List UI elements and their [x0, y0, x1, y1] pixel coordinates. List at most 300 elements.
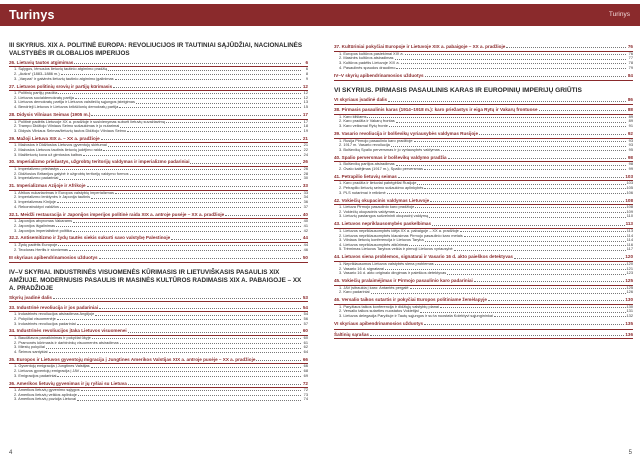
- toc-page-number: 66: [303, 363, 308, 369]
- toc-page-number: 37: [303, 203, 308, 209]
- toc-subentry[interactable]: [334, 314, 633, 319]
- toc-section-entry[interactable]: [334, 332, 633, 338]
- dot-leader: [57, 202, 301, 203]
- toc-subentry[interactable]: [9, 350, 308, 355]
- toc-entry-title: 3. Lietuvių pastangos sušvelninti okupacinį valdymą: [339, 213, 429, 219]
- toc-page-number: 108: [625, 197, 633, 203]
- toc-page-number: 105: [626, 185, 633, 190]
- toc-entry-title: 1. Nepriklausomos Lietuvos valstybės siena problemas: [339, 260, 434, 266]
- toc-entry-title: 2. Karo pradžia ir Vakarų frontas: [339, 118, 395, 124]
- toc-entry-title: III skyriaus apibendrinamosios užduotys: [9, 254, 98, 260]
- dot-leader: [396, 165, 626, 166]
- toc-entry-title: 1. Lietuva Pirmojo pasaulinio karo pradžioje: [339, 204, 415, 210]
- toc-section-entry[interactable]: [334, 155, 633, 161]
- toc-entry-title: 2. Petrapilio lietuvių seimo sušaukimo aplinkybės: [339, 185, 424, 190]
- dot-leader: [108, 146, 301, 147]
- toc-entry-title: 2. Japonijos išgalinimas: [14, 222, 56, 228]
- toc-page-number: 93: [628, 137, 633, 143]
- toc-entry-title: 2. Imperializmo lenktynės ir Japonija tautinis: [14, 194, 91, 200]
- toc-entry-title: 1. Industrinės revoliucijos atsiradimas Anglijoje: [14, 311, 95, 317]
- toc-section-entry[interactable]: [334, 198, 633, 204]
- toc-section-entry[interactable]: [334, 131, 633, 137]
- dot-leader: [113, 87, 301, 88]
- dot-leader: [128, 384, 301, 385]
- toc-page-number: 40: [302, 211, 308, 217]
- toc-page-number: 17: [303, 118, 308, 124]
- dot-leader: [424, 169, 626, 170]
- toc-page-number: 76: [628, 50, 633, 56]
- toc-subentry[interactable]: [334, 290, 633, 295]
- dot-leader: [115, 79, 301, 80]
- toc-page-number: 54: [302, 304, 308, 310]
- toc-section-entry[interactable]: [334, 97, 633, 103]
- toc-summary-entry[interactable]: [334, 321, 633, 327]
- toc-entry-title: 2. Masinės kultūros atsiradimas: [339, 55, 394, 61]
- toc-page-number: 95: [628, 146, 633, 152]
- toc-page-number: 60: [302, 328, 308, 334]
- toc-subentry[interactable]: [9, 229, 308, 234]
- toc-entry-title: 3. Japonijos imperialistinė politika: [14, 227, 72, 233]
- dot-leader: [130, 174, 301, 175]
- toc-entry-title: 5. Trėmimas Lietuvos Tarybos veikla ir pirmoji Lietuvos vyriausybė: [339, 246, 453, 252]
- toc-entry-title: 1. Mažosios ir Didžiosios Lietuvos gyventojų skirtumai: [14, 142, 107, 148]
- toc-page-number: 73: [303, 391, 308, 397]
- toc-entry-title: 33. Industrinė revoliucija ir jos padariniai: [9, 304, 99, 310]
- toc-section-entry[interactable]: [9, 381, 308, 387]
- toc-entry-title: 42. Vokiečių okupacinis valdymas Lietuvoje: [334, 197, 430, 203]
- dot-leader: [387, 193, 626, 194]
- toc-page-number: 46: [303, 246, 308, 252]
- toc-page-number: 98: [627, 154, 633, 160]
- dot-leader: [78, 395, 301, 396]
- toc-entry-title: 36. Amerikos lietuvių gyvenimas ir jų ryšiai su Lietuva: [9, 380, 127, 386]
- toc-entry-title: 3. Emigracijos padariniai: [14, 372, 57, 378]
- toc-page-number: 103: [625, 173, 633, 179]
- dot-leader: [103, 150, 301, 151]
- dot-leader: [432, 225, 625, 226]
- dot-leader: [81, 390, 301, 391]
- toc-entry-title: 43. Lietuvos nepriklausomybės paskelbimas: [334, 221, 432, 227]
- toc-entry-title: 2. Amerikos lietuvių veiklos aplinkoje: [14, 391, 77, 397]
- toc-entry-title: 1. Japonijos atvyromas Vakarams: [14, 218, 73, 224]
- toc-page-number: 17: [302, 111, 308, 117]
- dot-leader: [479, 134, 626, 135]
- toc-entry-title: 3. Miestų pokyčiai: [14, 344, 45, 350]
- toc-entry-title: Skyrių įvadinė dalis: [9, 294, 52, 300]
- toc-page-number: 42: [303, 227, 308, 233]
- toc-entry-title: 1. Europos kultūros pasiekimai XIX a.: [339, 50, 404, 56]
- toc-page-number: 120: [625, 254, 633, 260]
- dot-leader: [514, 258, 624, 259]
- dot-leader: [225, 215, 301, 216]
- toc-section-entry[interactable]: [334, 107, 633, 113]
- toc-page-number: 30: [303, 175, 308, 181]
- toc-entry-title: 30. Imperializmo priežastys, užgrobtų teritorijų valdymas ir imperializmo padariniai: [9, 159, 190, 165]
- dot-leader: [506, 47, 626, 48]
- toc-page-number: 21: [303, 142, 308, 148]
- toc-page-number: 135: [625, 321, 633, 327]
- toc-entry-title: 39. Vasario revoliucija ir bolševikų vyriausybės valdymas Rusijoje: [334, 130, 479, 136]
- dot-leader: [74, 63, 301, 64]
- page-number: 5: [628, 450, 632, 456]
- toc-page-number: 88: [627, 107, 633, 113]
- toc-entry-title: 2. Karo padariniai: [339, 289, 370, 295]
- section-rule: [334, 104, 633, 105]
- toc-subentry[interactable]: [334, 271, 633, 276]
- toc-page-number: 130: [626, 303, 633, 309]
- toc-entry-title: 1. Politinių partijų pradžia: [14, 90, 58, 96]
- toc-page-number: 33: [302, 183, 308, 189]
- toc-entry-title: VI skyriaus įvadinė dalis: [334, 97, 388, 103]
- toc-entry-title: 32.1. Meidži restauracija ir Japonijos imperijos politinė raida XIX a. antroje pusėje – XX a. pradžioje: [9, 211, 225, 217]
- dot-leader: [435, 264, 626, 265]
- toc-entry-title: 45. Vokiečių pralaimėjimas ir Pirmojo pasaulinio karo padariniai: [334, 278, 473, 284]
- toc-entry-title: 1. Imperializmo priežastys: [14, 166, 59, 172]
- toc-section-entry[interactable]: [334, 174, 633, 180]
- toc-page-number: 56: [303, 315, 308, 321]
- toc-subentry[interactable]: [334, 247, 633, 252]
- dot-leader: [57, 319, 301, 320]
- dot-leader: [410, 288, 626, 289]
- toc-subentry[interactable]: [334, 191, 633, 196]
- toc-page-number: 78: [628, 60, 633, 66]
- toc-page-number: 19: [303, 127, 308, 133]
- part-title: III SKYRIUS. XIX A. POLITINĖ EUROPA: REVOLIUCIJOS IR TAUTINIAI SĄJŪDŽIAI, NACIONALINĖS VALSTYBĖS IR GLOBALIOS IMPERIJOS: [9, 42, 303, 57]
- toc-entry-title: 1. Politinė padėtis Lietuvoje XX a. pradžioje ir susivienymas suburti lietuvių suvažiavimą: [14, 118, 165, 124]
- toc-entry-title: 3. Vilniaus lietuvių konferencija ir Lietuvos Taryba: [339, 237, 424, 243]
- dot-leader: [46, 348, 301, 349]
- toc-page-number: 34: [303, 194, 308, 200]
- toc-page-number: 93: [628, 142, 633, 148]
- toc-subentry[interactable]: [9, 248, 308, 253]
- toc-entry-title: 2. Didžiosios Britanijos galybė ir užgrobtų teritorijų valdymo formos: [14, 170, 129, 176]
- toc-entry-title: 31. Imperializmas Azijoje ir Afrikoje: [9, 183, 86, 189]
- toc-entry-title: 3. Bolševikų Spalio perversmas ir jo vyriausybės valdymas: [339, 146, 440, 152]
- toc-entry-title: 2. Vasario 16 d. signatarai: [339, 265, 384, 271]
- toc-page-number: 53: [302, 294, 308, 300]
- toc-column-left: [9, 42, 308, 402]
- dot-leader: [429, 217, 626, 218]
- toc-subentry[interactable]: [9, 322, 308, 327]
- dot-leader: [398, 177, 625, 178]
- toc-subentry[interactable]: [9, 205, 308, 210]
- toc-section-entry[interactable]: [9, 159, 308, 165]
- dot-leader: [99, 308, 301, 309]
- toc-summary-entry[interactable]: [9, 255, 308, 261]
- toc-entry-title: 3. Amerikos lietuvių pozicija Lietuvai: [14, 396, 77, 402]
- header-bar: [318, 4, 640, 26]
- toc-section-entry[interactable]: [9, 112, 308, 118]
- toc-entry-title: 3. Imperializmas Kinijoje: [14, 199, 56, 205]
- dot-leader: [430, 201, 624, 202]
- toc-page-number: 116: [626, 241, 633, 247]
- dot-leader: [99, 258, 301, 259]
- toc-page-number: 108: [626, 204, 633, 210]
- toc-entry-title: 3. Vasario 16 d. akto originalo dingimas ir paieškos detektyvas: [339, 270, 447, 276]
- toc-subentry[interactable]: [9, 397, 308, 402]
- toc-entry-title: 37. Kultūriniai pokyčiai Europoje ir Lietuvoje XIX a. pabaigoje – XX a. pradžioje: [334, 44, 506, 50]
- toc-entry-title: 38. Pirmasis pasaulinis karas (1914–1918 m.): karo priežastys ir eiga Rytų ir Vakarų frontuose: [334, 107, 538, 113]
- toc-subentry[interactable]: [9, 77, 308, 82]
- toc-page-number: 26: [303, 166, 308, 172]
- dot-leader: [388, 101, 626, 102]
- toc-page-number: 121: [626, 265, 633, 271]
- toc-entry-title: 3. Imperializmo padariniai: [14, 175, 59, 181]
- toc-page-number: 110: [626, 213, 633, 219]
- dot-leader: [136, 103, 301, 104]
- toc-page-number: 86: [627, 97, 633, 103]
- toc-section-entry[interactable]: [9, 305, 308, 311]
- toc-page-number: 13: [303, 99, 308, 105]
- dot-leader: [425, 76, 626, 77]
- toc-section-entry[interactable]: [9, 84, 308, 90]
- dot-leader: [91, 115, 301, 116]
- dot-leader: [396, 68, 626, 69]
- toc-subentry[interactable]: [334, 167, 633, 172]
- dot-leader: [77, 400, 301, 401]
- toc-entry-title: 3. „Varpas“ ir gaivinės lietuvių tautinio atgimimo įgalinimas: [14, 75, 114, 81]
- toc-subentry[interactable]: [9, 374, 308, 379]
- toc-subentry[interactable]: [9, 129, 308, 134]
- toc-entry-title: 2. Ovalo kalėjimas (1917 m.), Spalio perversmas: [339, 165, 423, 171]
- toc-page-number: 41: [303, 222, 308, 228]
- toc-entry-title: 4. Rekonstruktyvi valdžios: [14, 203, 59, 209]
- toc-entry-title: 2. Teodoras Hertlis ir sionizmas: [14, 246, 68, 252]
- toc-page-number: 68: [303, 368, 308, 373]
- toc-page-number: 77: [628, 55, 633, 61]
- section-rule: [9, 301, 308, 302]
- toc-page-number: 33: [303, 189, 308, 195]
- toc-page-number: 126: [626, 289, 633, 295]
- toc-entry-title: 3. Karo veiksmai Rytų fronte: [339, 123, 388, 129]
- toc-entry-title: 3. Kultūros padėtis Lietuvoje XIX a.: [339, 60, 400, 66]
- page-number: 4: [9, 450, 13, 456]
- dot-leader: [448, 158, 626, 159]
- dot-leader: [417, 184, 625, 185]
- toc-entry-title: 26. Lietuvių tautos atgimimas: [9, 59, 74, 65]
- toc-page-number: 130: [625, 297, 633, 303]
- toc-entry-title: 4. Pasaulinės spaudos draudimo: [339, 64, 396, 70]
- dot-leader: [58, 93, 301, 94]
- toc-page-number: 84: [627, 72, 633, 78]
- toc-page-number: 89: [628, 118, 633, 124]
- toc-entry-title: 2. Lietuvos gyventojų emigracija į JAV: [14, 368, 80, 373]
- toc-entry-title: 2. Pramonės kūrimasis ir darbininkų visuomenės atsiradimas: [14, 339, 119, 345]
- dot-leader: [405, 54, 626, 55]
- toc-section-entry[interactable]: [9, 136, 308, 142]
- toc-page-number: 57: [303, 320, 308, 326]
- section-rule: [334, 338, 633, 339]
- toc-section-entry[interactable]: [334, 221, 633, 227]
- toc-entry-title: 1. Žydų padėtis Europoje: [14, 241, 58, 247]
- toc-entry-title: 2. 1917 m. Vasario revoliucija: [339, 142, 390, 148]
- toc-page-number: 109: [626, 208, 633, 214]
- dot-leader: [424, 324, 624, 325]
- toc-subentry[interactable]: [334, 214, 633, 219]
- toc-entry-title: 29. Mažoji Lietuva XIX a. – XX a. pradžioje: [9, 135, 100, 141]
- dot-leader: [58, 245, 301, 246]
- toc-page-number: 72: [302, 380, 308, 386]
- toc-entry-title: 2. Trampo Didžiojo Vilniaus Seimo sušaukimas ir jo nutarimai: [14, 123, 120, 129]
- toc-section-entry[interactable]: [9, 183, 308, 189]
- toc-section-entry[interactable]: [9, 235, 308, 241]
- dot-leader: [441, 150, 626, 151]
- toc-section-entry[interactable]: [9, 295, 308, 301]
- toc-page-number: 91: [628, 123, 633, 129]
- toc-page-number: 22: [303, 146, 308, 152]
- toc-page-number: 54: [303, 311, 308, 317]
- dot-leader: [488, 300, 624, 301]
- toc-summary-entry[interactable]: [334, 73, 633, 79]
- section-rule: [334, 329, 633, 330]
- toc-entry-title: 1. Lietuvos nepriklausomybės idėja XX a. pabaigoje – XX a. pradžioje: [339, 227, 459, 233]
- toc-entry-title: 27. Lietuvos politinių srovių ir partijų kūrimasis: [9, 83, 113, 89]
- toc-entry-title: 2. Vokiečių okupacinis valdymas: [339, 208, 395, 214]
- toc-page-number: 15: [303, 104, 308, 110]
- part-title: VI SKYRIUS. PIRMASIS PASAULINIS KARAS IR EUROPINIŲ IMPERIJŲ GRIŪTIS: [334, 87, 582, 95]
- dot-leader: [190, 163, 301, 164]
- dot-leader: [474, 281, 625, 282]
- toc-page-number: 24: [303, 151, 308, 157]
- toc-subentry[interactable]: [9, 105, 308, 110]
- toc-section-entry[interactable]: [334, 297, 633, 303]
- toc-entry-title: VI skyriaus apibendrinamosios užduotys: [334, 321, 424, 327]
- toc-entry-title: 3. Industrinės revoliucijos padariniai: [14, 320, 76, 326]
- dot-leader: [95, 315, 301, 316]
- dot-leader: [59, 179, 301, 180]
- toc-entry-title: 2. Mažosios Lietuvos tautinis lietuvių judėjimo raida: [14, 146, 103, 152]
- toc-entry-title: 44. Lietuvos siena problemos, signatarai ir Vasario 16 d. akto paieškos detektyvas: [334, 254, 513, 260]
- dot-leader: [60, 207, 301, 208]
- toc-page-number: 72: [303, 387, 308, 393]
- toc-section-entry[interactable]: [9, 328, 308, 334]
- toc-entry-title: 2. „Aušra“ (1883–1886 m.): [14, 71, 60, 77]
- dot-leader: [91, 367, 301, 368]
- toc-page-number: 9: [305, 75, 308, 81]
- toc-entry-title: 1. Karo pradžia ir lietuviai pabėgėliai Rusijoje: [339, 180, 417, 186]
- dot-leader: [389, 126, 626, 127]
- toc-entry-title: 1. Amerikos lietuvių gyvenimo sąlygos: [14, 387, 80, 393]
- toc-page-number: 89: [628, 113, 633, 119]
- toc-subentry[interactable]: [334, 124, 633, 129]
- dot-leader: [128, 332, 301, 333]
- dot-leader: [127, 131, 301, 132]
- toc-entry-title: Šaltinių sąrašas: [334, 331, 369, 337]
- dot-leader: [440, 307, 626, 308]
- toc-page-number: 6: [305, 66, 308, 72]
- toc-entry-title: 40. Spalio perversmas ir bolševikų valdymo pradžia: [334, 154, 447, 160]
- dot-leader: [494, 316, 626, 317]
- toc-page-number: 12: [303, 90, 308, 96]
- toc-entry-title: 4. Šeimos santykiai: [14, 348, 48, 354]
- running-head: Turinys: [608, 11, 630, 18]
- toc-entry-title: 1. Paryžiaus taikos konferencija ir didžiųjų valstybių planai: [339, 303, 439, 309]
- toc-entry-title: 3. Lietuvos delegacija Paryžiuje ir Tautų sąjungos ir su ta nuostata Kolektyvi sąjungininkai: [339, 313, 493, 319]
- dot-leader: [395, 59, 627, 60]
- toc-page-number: 18: [303, 123, 308, 129]
- toc-page-number: 123: [626, 270, 633, 276]
- toc-entry-title: 41. Petrapilio lietuvių seimas: [334, 173, 397, 179]
- dot-leader: [120, 343, 301, 344]
- dot-leader: [464, 236, 626, 237]
- dot-leader: [115, 193, 301, 194]
- toc-entry-title: 35. Europos ir Lietuvos gyventojų migracija į Jungtines Amerikos Valstijas XIX a. antroje pusėje – XX a. pradžioje: [9, 356, 256, 362]
- toc-entry-title: 2. Lietuvos nepriklausomybės klausimas Pirmojo pasaulinio karo metais: [339, 232, 463, 238]
- dot-leader: [460, 231, 626, 232]
- toc-subentry[interactable]: [334, 66, 633, 71]
- dot-leader: [414, 141, 626, 142]
- toc-page-number: 8: [305, 71, 308, 77]
- toc-entry-title: 1. Gyventojų emigracija į Jungtines Valstijas: [14, 363, 90, 369]
- toc-page-number: 113: [625, 221, 633, 227]
- dot-leader: [371, 293, 626, 294]
- toc-page-number: 12: [302, 83, 308, 89]
- dot-leader: [80, 371, 301, 372]
- toc-page-number: 40: [303, 218, 308, 224]
- toc-entry-title: 46. Versalio taikos sutartis ir pokyčiai Europos politiniame žemėlapyje: [334, 297, 487, 303]
- dot-leader: [447, 274, 625, 275]
- dot-leader: [424, 188, 625, 189]
- toc-page-number: 60: [303, 334, 308, 340]
- dot-leader: [91, 198, 301, 199]
- toc-entry-title: 1. Baudžiavos panaikinimas ir pokyčiai ūkyje: [14, 334, 91, 340]
- toc-page-number: 114: [626, 237, 633, 243]
- toc-section-entry[interactable]: [334, 254, 633, 260]
- dot-leader: [73, 231, 301, 232]
- dot-leader: [57, 376, 301, 377]
- toc-section-entry[interactable]: [334, 278, 633, 284]
- dot-leader: [396, 212, 626, 213]
- toc-entry-title: 1. JAV įsitraukia į karo: Antantės pergalė: [339, 284, 409, 290]
- toc-section-entry[interactable]: [334, 44, 633, 50]
- toc-page-number: 92: [627, 130, 633, 136]
- toc-page-number: 69: [303, 372, 308, 378]
- page-title: Turinys: [9, 8, 55, 22]
- toc-section-entry[interactable]: [9, 357, 308, 363]
- toc-page-number: 125: [626, 284, 633, 290]
- toc-page-number: 76: [627, 44, 633, 50]
- dot-leader: [396, 122, 626, 123]
- toc-page-number: 62: [303, 344, 308, 350]
- toc-entry-title: 3. PLS nutarimai ir reikšmė: [339, 189, 386, 195]
- toc-page-number: 132: [626, 313, 633, 319]
- dot-leader: [92, 338, 301, 339]
- dot-leader: [69, 250, 301, 251]
- toc-page-number: 28: [303, 170, 308, 176]
- toc-entry-title: 3. Lietuvos demokratų partija ir Lietuvos valstiečių sąjungos įsteigimas: [14, 99, 135, 105]
- toc-page-number: 64: [303, 348, 308, 354]
- toc-page-number: 21: [302, 135, 308, 141]
- toc-section-entry[interactable]: [9, 212, 308, 218]
- toc-entry-title: 4. Bendrieji Lietuvos ir Lietuvos krikščionių demokratų partija: [14, 104, 119, 110]
- toc-subentry[interactable]: [334, 148, 633, 153]
- toc-entry-title: 32.2. Antisemitizmo ir žydų tautės siekis sukurti savo valstybę Palestinoje: [9, 235, 171, 241]
- toc-subentry[interactable]: [9, 176, 308, 181]
- toc-entry-title: 1. Sąlygos, lėmusios lietuvių tautinio atgimimo pradžią: [14, 66, 108, 72]
- toc-entry-title: IV–V skyrių apibendrinamosios užduotys: [334, 72, 424, 78]
- toc-entry-title: 3. Mažlietuvių kova už gimtosios kalbos: [14, 151, 83, 157]
- toc-subentry[interactable]: [9, 153, 308, 158]
- toc-entry-title: 2. Versalio taikos sutarties nuostatos Vokietijai: [339, 308, 419, 314]
- dot-leader: [367, 117, 626, 118]
- dot-leader: [77, 324, 301, 325]
- toc-section-entry[interactable]: [9, 60, 308, 66]
- toc-entry-title: 1. Rusija Pirmojo pasaulinio karo pradžioje: [339, 137, 413, 143]
- toc-page-number: 44: [302, 235, 308, 241]
- toc-entry-title: 34. Industrinės revoliucijos įtaka Lietuvos visuomenei: [9, 328, 127, 334]
- dot-leader: [73, 222, 301, 223]
- dot-leader: [370, 335, 624, 336]
